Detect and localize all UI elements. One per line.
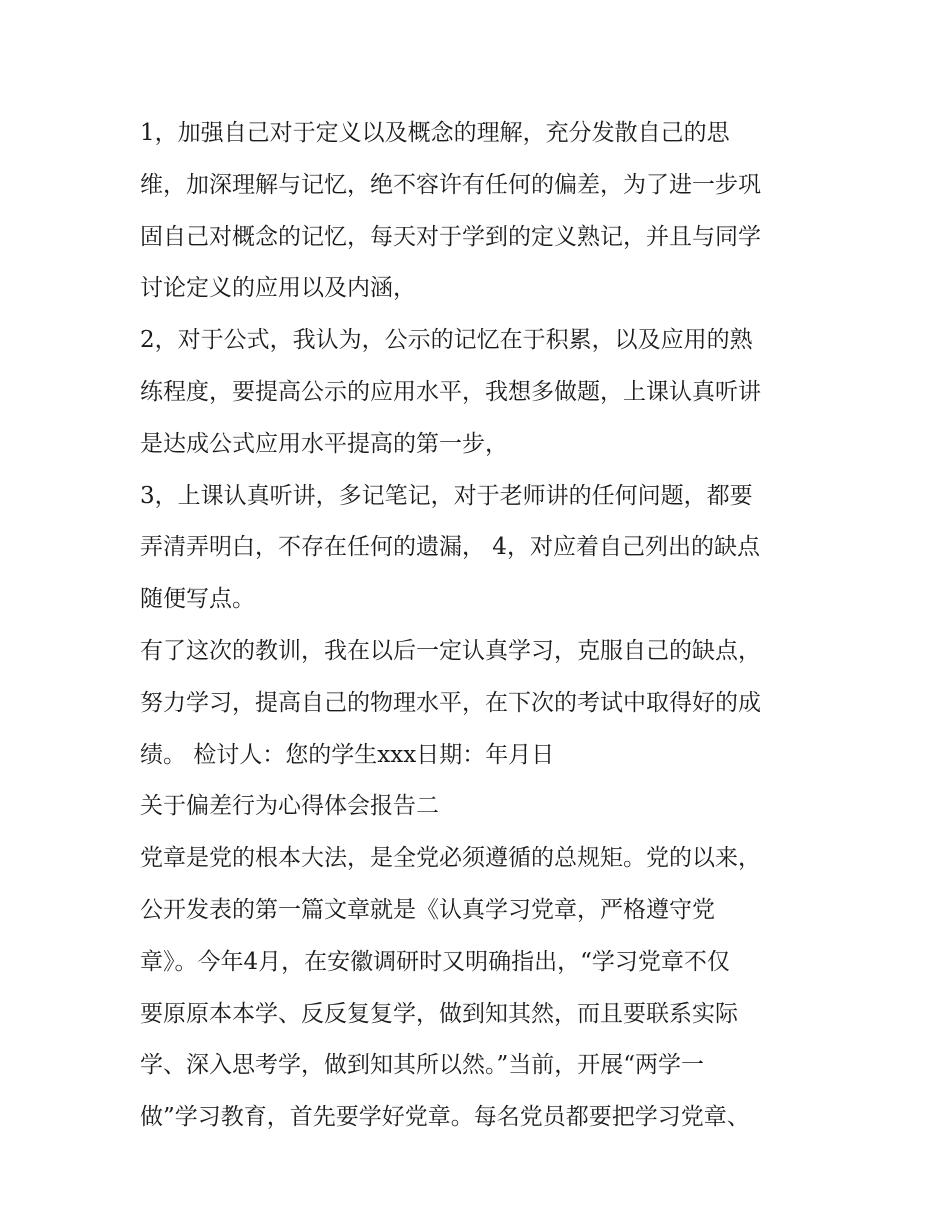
- text-line: 学、深入思考学，做到知其所以然。”当前，开展“两学一: [140, 1052, 705, 1079]
- text-line: 弄清弄明白，不存在任何的遗漏， 4，对应着自己列出的缺点: [140, 534, 760, 561]
- text-line: 是达成公式应用水平提高的第一步，: [140, 430, 508, 457]
- text-line: 随便写点。: [140, 586, 255, 613]
- text-line: 努力学习，提高自己的物理水平，在下次的考试中取得好的成: [140, 689, 761, 716]
- text-line: 练程度，要提高公示的应用水平，我想多做题，上课认真听讲: [140, 378, 761, 405]
- text-line: 党章是党的根本大法，是全党必须遵循的总规矩。党的以来，: [140, 845, 761, 872]
- text-line: 讨论定义的应用以及内涵，: [140, 275, 416, 302]
- text-line: 固自己对概念的记忆，每天对于学到的定义熟记，并且与同学: [140, 223, 761, 250]
- text-line: 绩。 检讨人：您的学生xxx日期：年月日: [140, 741, 555, 768]
- text-line: 章》。今年4月，在安徽调研时又明确指出，“学习党章不仅: [140, 948, 730, 975]
- text-line: 维，加深理解与记忆，绝不容许有任何的偏差，为了进一步巩: [140, 171, 761, 198]
- text-line: 要原原本本学、反反复复学，做到知其然，而且要联系实际: [140, 1000, 738, 1027]
- text-line: 做”学习教育，首先要学好党章。每名党员都要把学习党章、: [140, 1104, 750, 1131]
- text-line: 公开发表的第一篇文章就是《认真学习党章，严格遵守党: [140, 896, 715, 923]
- text-line: 有了这次的教训，我在以后一定认真学习，克服自己的缺点，: [140, 637, 761, 664]
- document-body: [140, 108, 820, 1144]
- text-line: 3，上课认真听讲，多记笔记，对于老师讲的任何问题，都要: [140, 482, 753, 509]
- text-line: 2，对于公式，我认为，公示的记忆在于积累，以及应用的熟: [140, 327, 753, 354]
- text-line: 1，加强自己对于定义以及概念的理解，充分发散自己的思: [140, 120, 730, 146]
- section-heading: 关于偏差行为心得体会报告二: [140, 793, 439, 820]
